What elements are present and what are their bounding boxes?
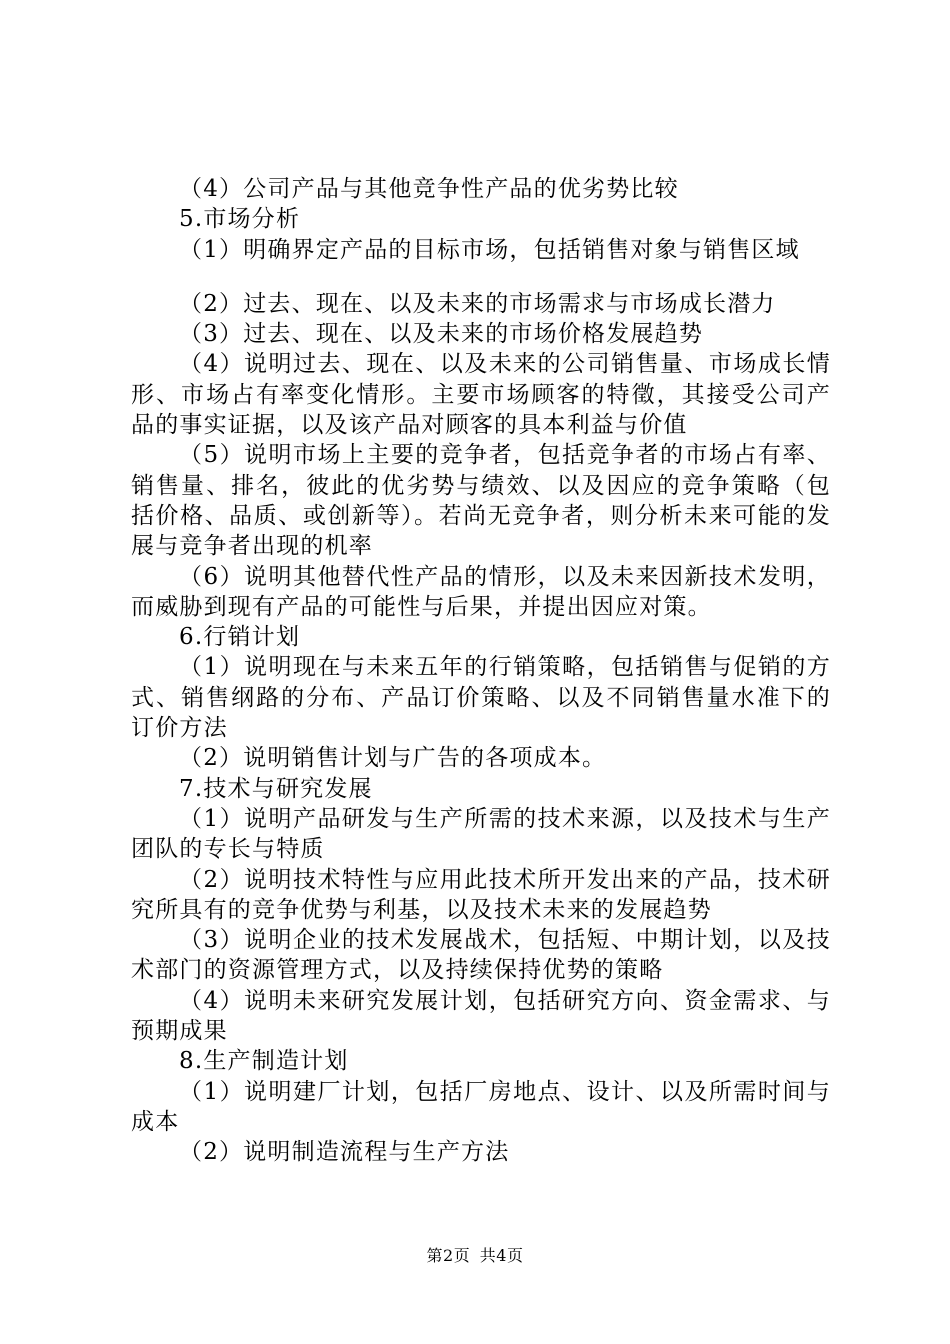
paragraph-substitutes: （6）说明其他替代性产品的情形，以及未来因新技术发明，而威胁到现有产品的可能性与后果，并提出因应对策。 <box>131 563 831 620</box>
paragraph-market-demand: （2）过去、现在、以及未来的市场需求与市场成长潜力 <box>179 290 776 317</box>
paragraph-tech-features: （2）说明技术特性与应用此技术所开发出来的产品，技术研究所具有的竞争优势与利基，以及技术未来的发展趋势 <box>131 866 831 923</box>
section-heading-manufacturing-plan: 8.生产制造计划 <box>179 1048 349 1075</box>
paragraph-target-market: （1）明确界定产品的目标市场，包括销售对象与销售区域 <box>179 236 800 263</box>
paragraph-tech-strategy: （3）说明企业的技术发展战术，包括短、中期计划，以及技术部门的资源管理方式，以及持续保持优势的策略 <box>131 927 831 984</box>
paragraph-price-trend: （3）过去、现在、以及未来的市场价格发展趋势 <box>179 321 704 348</box>
section-heading-marketing-plan: 6.行销计划 <box>179 624 301 651</box>
paragraph-sales-volume: （4）说明过去、现在、以及未来的公司销售量、市场成长情形、市场占有率变化情形。主要市场顾客的特徵，其接受公司产品的事实证据，以及该产品对顾客的具本利益与价值 <box>131 351 831 439</box>
document-body <box>131 174 831 1168</box>
paragraph-tech-source: （1）说明产品研发与生产所需的技术来源，以及技术与生产团队的专长与特质 <box>131 805 831 863</box>
paragraph-manufacturing-process: （2）说明制造流程与生产方法 <box>179 1139 510 1166</box>
paragraph-competition-comparison: （4）公司产品与其他竞争性产品的优劣势比较 <box>179 176 679 202</box>
paragraph-marketing-strategy: （1）说明现在与未来五年的行销策略，包括销售与促销的方式、销售纲路的分布、产品订价策略、以及不同销售量水准下的订价方法 <box>131 654 831 742</box>
section-heading-tech-rd: 7.技术与研究发展 <box>179 775 373 802</box>
paragraph-rd-plan: （4）说明未来研究发展计划，包括研究方向、资金需求、与预期成果 <box>131 987 831 1045</box>
section-heading-market-analysis: 5.市场分析 <box>179 206 301 233</box>
page-number-footer: 第2页 共4页 <box>426 1246 524 1265</box>
paragraph-sales-cost: （2）说明销售计划与广告的各项成本。 <box>179 745 607 772</box>
paragraph-factory-plan: （1）说明建厂计划，包括厂房地点、设计、以及所需时间与成本 <box>131 1078 831 1135</box>
paragraph-competitors: （5）说明市场上主要的竞争者，包括竞争者的市场占有率、销售量、排名，彼此的优劣势与绩效、以及因应的竞争策略（包括价格、品质、或创新等）。若尚无竞争者，则分析未来可能的发展与竞争者出现的机率 <box>131 442 831 560</box>
